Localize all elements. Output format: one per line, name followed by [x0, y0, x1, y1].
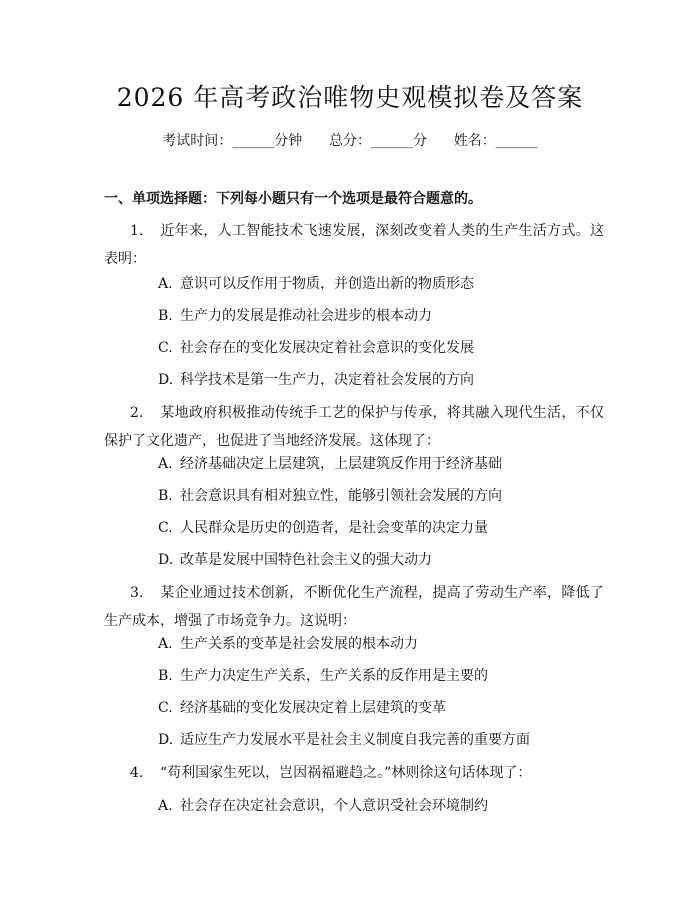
question-1-option-a [158, 273, 608, 295]
option-text: 生产关系的变革是社会发展的根本动力 [180, 636, 418, 652]
option-text: 适应生产力发展水平是社会主义制度自我完善的重要方面 [180, 732, 530, 748]
question-4 [104, 759, 604, 787]
option-text: 社会意识具有相对独立性，能够引领社会发展的方向 [180, 488, 502, 504]
question-2-option-c [158, 517, 608, 539]
question-stem: 近年来，人工智能技术飞速发展，深刻改变着人类的生产生活方式。这表明： [104, 223, 604, 267]
option-letter: C. [158, 700, 173, 716]
option-text: 社会存在的变化发展决定着社会意识的变化发展 [180, 340, 474, 356]
question-3-option-b [158, 665, 608, 687]
option-text: 科学技术是第一生产力，决定着社会发展的方向 [180, 372, 474, 388]
question-1-option-c [158, 337, 608, 359]
option-letter: D. [158, 732, 174, 748]
question-stem: 某企业通过技术创新，不断优化生产流程，提高了劳动生产率，降低了生产成本，增强了市场竞争力。这说明： [104, 585, 604, 629]
question-2 [104, 399, 604, 455]
question-number: 2. [130, 405, 144, 421]
question-stem: 某地政府积极推动传统手工艺的保护与传承，将其融入现代生活，不仅保护了文化遗产，也促进了当地经济发展。这体现了： [104, 405, 604, 449]
option-text: 经济基础决定上层建筑，上层建筑反作用于经济基础 [180, 456, 502, 472]
option-letter: A. [158, 456, 173, 472]
question-3-option-a [158, 633, 608, 655]
option-letter: C. [158, 520, 173, 536]
option-letter: B. [158, 488, 173, 504]
question-4-option-a [158, 795, 608, 817]
option-text: 经济基础的变化发展决定着上层建筑的变革 [180, 700, 446, 716]
option-letter: B. [158, 308, 173, 324]
question-1 [104, 217, 604, 273]
question-2-option-d [158, 549, 608, 571]
option-letter: D. [158, 552, 174, 568]
question-2-option-a [158, 453, 608, 475]
option-text: 人民群众是历史的创造者，是社会变革的决定力量 [180, 520, 488, 536]
section-header: 一、单项选择题：下列每小题只有一个选项是最符合题意的。 [104, 191, 482, 207]
question-number: 4. [130, 765, 144, 781]
question-stem: “苟利国家生死以，岂因祸福避趋之。”林则徐这句话体现了： [160, 765, 532, 781]
option-letter: A. [158, 276, 173, 292]
option-letter: B. [158, 668, 173, 684]
question-3 [104, 579, 604, 635]
option-text: 生产力决定生产关系，生产关系的反作用是主要的 [180, 668, 488, 684]
option-letter: A. [158, 636, 173, 652]
option-text: 社会存在决定社会意识，个人意识受社会环境制约 [180, 798, 488, 814]
page-title: 2026 年高考政治唯物史观模拟卷及答案 [116, 83, 584, 112]
exam-info-line: 考试时间：______分钟 总分：______分 姓名：______ [162, 133, 538, 149]
option-text: 改革是发展中国特色社会主义的强大动力 [180, 552, 432, 568]
question-number: 3. [130, 585, 144, 601]
question-1-option-d [158, 369, 608, 391]
question-2-option-b [158, 485, 608, 507]
question-3-option-c [158, 697, 608, 719]
question-3-option-d [158, 729, 608, 751]
question-1-option-b [158, 305, 608, 327]
option-letter: A. [158, 798, 173, 814]
question-number: 1. [130, 223, 144, 239]
option-text: 意识可以反作用于物质，并创造出新的物质形态 [180, 276, 474, 292]
option-text: 生产力的发展是推动社会进步的根本动力 [180, 308, 432, 324]
option-letter: C. [158, 340, 173, 356]
option-letter: D. [158, 372, 174, 388]
